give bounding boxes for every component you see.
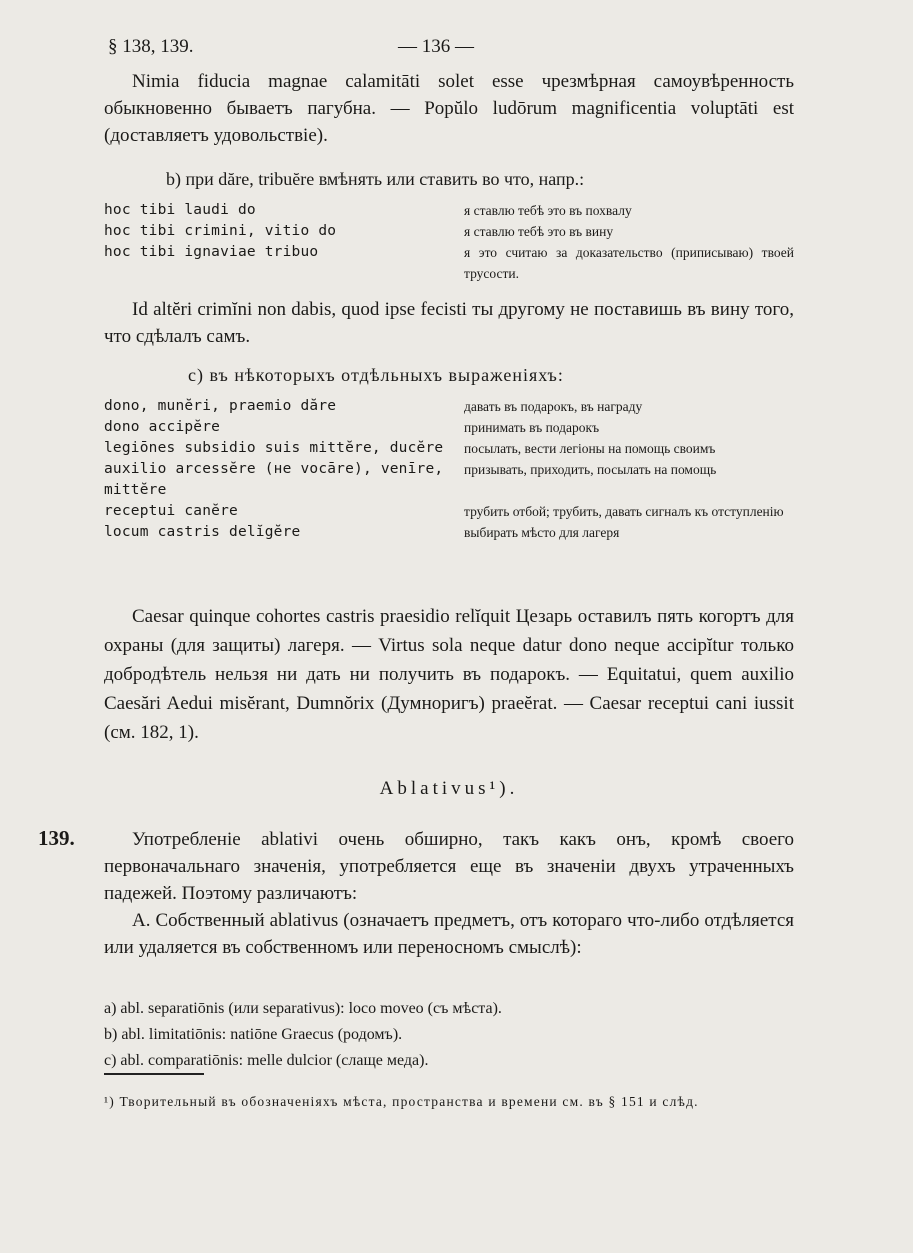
russian-translation: трубить отбой; трубить, давать сигналъ къ отступленію (464, 504, 784, 519)
paragraph-a (104, 907, 794, 961)
page-header (108, 36, 795, 60)
russian-translation: давать въ подарокъ, въ награду (464, 399, 643, 414)
example-row (104, 200, 794, 221)
latin-phrase: locum castris delĭgĕre (104, 524, 301, 540)
latin-phrase: receptui canĕre (104, 503, 238, 519)
list-item: b) abl. limitatiōnis: natiōne Graecus (родомъ). (104, 1026, 403, 1043)
item-b (104, 166, 794, 192)
paragraph-text: Употребленіе ablativi очень обширно, такъ какъ онъ, кромѣ своего первоначальнаго значенія, употребляется еще въ значеніи двухъ утраченныхъ падежей. Поэтому различаютъ: (104, 829, 794, 904)
examples-c (104, 396, 794, 543)
footnote-rule (104, 1073, 204, 1075)
paragraph-text: Caesar quinque cohortes castris praesidio relĭquit Цезарь оставилъ пять когортъ для охраны (для защиты) лагеря. — Virtus sola neque datur dono neque accipĭtur только добродѣтель нельзя ни дать ни получить въ подарокъ. — Equitatui, quem auxilio Caesări Aedui misĕrant, Dumnŏrix (Думноригъ) praeĕrat. — Caesar receptui cani iussit (см. 182, 1). (104, 606, 794, 743)
latin-phrase: dono accipĕre (104, 419, 221, 435)
latin-phrase: auxilio arcessĕre (не vocāre), venīre, mittĕre (104, 461, 444, 498)
example-row (104, 221, 794, 242)
section-ref: § 138, 139. (108, 36, 194, 57)
russian-translation: я ставлю тебѣ это въ похвалу (464, 203, 632, 218)
paragraph-text: Nimia fiducia magnae calamitāti solet esse чрезмѣрная самоувѣренность обыкновенно бываетъ пагубна. — Popŭlo ludōrum magnificentia voluptāti est (доставляетъ удовольствіе). (104, 71, 794, 146)
paragraph-text: Id altĕri crimĭni non dabis, quod ipse fecisti ты другому не поставишь въ вину того, что сдѣлалъ самъ. (104, 299, 794, 347)
latin-phrase: hoc tibi laudi do (104, 202, 256, 218)
item-b-text: b) при dăre, tribuĕre вмѣнять или ставить во что, напр.: (166, 169, 585, 189)
paragraph-nimia (104, 68, 794, 149)
russian-translation: посылать, вести легіоны на помощь своимъ (464, 441, 716, 456)
paragraph-caesar (104, 602, 794, 747)
example-row (104, 459, 794, 501)
latin-phrase: legiōnes subsidio suis mittĕre, ducĕre (104, 440, 444, 456)
russian-translation: я это считаю за доказательство (приписываю) твоей трусости. (464, 245, 794, 281)
paragraph-139 (104, 826, 794, 907)
example-row (104, 417, 794, 438)
list-item: c) abl. comparatiōnis: melle dulcior (слаще меда). (104, 1052, 429, 1069)
latin-phrase: hoc tibi crimini, vitio do (104, 223, 337, 239)
example-row (104, 501, 794, 522)
russian-translation: я ставлю тебѣ это въ вину (464, 224, 614, 239)
latin-phrase: hoc tibi ignaviae tribuo (104, 244, 319, 260)
russian-translation: призывать, приходить, посылать на помощь (464, 462, 717, 477)
example-row (104, 438, 794, 459)
example-row (104, 396, 794, 417)
section-heading: Ablativus¹). (379, 778, 519, 799)
ablative-list (104, 996, 794, 1074)
page-number: — 136 — (398, 36, 474, 57)
paragraph-id (104, 296, 794, 350)
example-row (104, 522, 794, 543)
russian-translation: принимать въ подарокъ (464, 420, 600, 435)
latin-phrase: dono, munĕri, praemio dăre (104, 398, 337, 414)
examples-b (104, 200, 794, 284)
list-item: a) abl. separatiōnis (или separativus): loco moveo (съ мѣста). (104, 1000, 502, 1017)
item-c (104, 362, 794, 388)
paragraph-text: А. Собственный ablativus (означаетъ предметъ, отъ котораго что-либо отдѣляется или удаляется въ собственномъ или переносномъ смыслѣ): (104, 910, 794, 958)
item-c-text: c) въ нѣкоторыхъ отдѣльныхъ выраженіяхъ: (188, 365, 564, 385)
section-number: 139. (38, 826, 75, 850)
example-row (104, 242, 794, 284)
footnote: ¹) Творительный въ обозначеніяхъ мѣста, пространства и времени см. въ § 151 и слѣд. (104, 1094, 699, 1109)
russian-translation: выбирать мѣсто для лагеря (464, 525, 620, 540)
